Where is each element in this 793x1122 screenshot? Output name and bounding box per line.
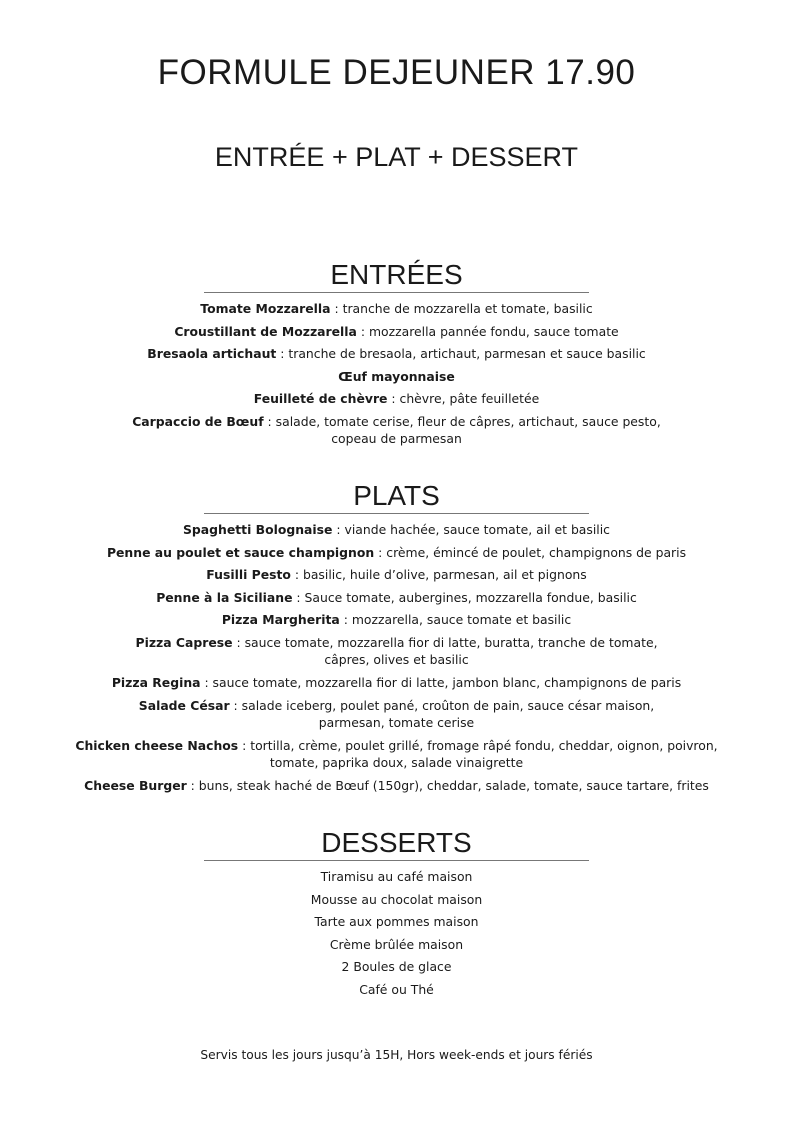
dish-name: Salade César [138, 697, 230, 713]
dish-description-continued: tomate, paprika doux, salade vinaigrette [269, 755, 524, 771]
plats-divider [204, 513, 589, 514]
menu-item [0, 519, 793, 542]
dish-description: : crème, émincé de poulet, champignons de paris [374, 544, 687, 560]
menu-title: FORMULE DEJEUNER 17.90 [157, 53, 636, 92]
dish-description: : Sauce tomate, aubergines, mozzarella fondue, basilic [292, 589, 637, 605]
dish-description: : basilic, huile d’olive, parmesan, ail et pignons [290, 567, 587, 583]
dish-name: Chicken cheese Nachos [75, 737, 239, 753]
menu-item [0, 609, 793, 632]
menu-item: Crème brûlée maison [329, 936, 464, 952]
entrees-section [0, 258, 793, 451]
dish-name: Fusilli Pesto [206, 567, 291, 583]
menu-subtitle: ENTRÉE + PLAT + DESSERT [214, 142, 579, 172]
dish-name: Penne au poulet et sauce champignon [106, 544, 375, 560]
dish-name: Carpaccio de Bœuf [132, 413, 264, 429]
dish-description: : sauce tomate, mozzarella fior di latte, jambon blanc, champignons de paris [200, 674, 682, 690]
dish-name: Cheese Burger [84, 777, 187, 793]
menu-item [0, 366, 793, 389]
dish-description: : chèvre, pâte feuilletée [387, 391, 540, 407]
dish-description: : mozzarella, sauce tomate et basilic [339, 612, 572, 628]
plats-heading: PLATS [353, 480, 440, 511]
dish-description-continued: câpres, olives et basilic [324, 652, 469, 668]
menu-item [0, 672, 793, 695]
menu-item: Tarte aux pommes maison [314, 914, 479, 930]
desserts-heading: DESSERTS [321, 827, 472, 858]
dish-description: : tranche de mozzarella et tomate, basilic [330, 301, 593, 316]
dish-description: : mozzarella pannée fondu, sauce tomate [356, 323, 619, 339]
plats-list [0, 519, 793, 797]
dish-description: : tranche de bresaola, artichaut, parmesan et sauce basilic [276, 346, 646, 362]
menu-item [0, 775, 793, 798]
menu-item [0, 388, 793, 411]
menu-item: 2 Boules de glace [341, 959, 452, 975]
menu-item [0, 587, 793, 610]
menu-item [0, 632, 793, 672]
dish-name: Spaghetti Bolognaise [182, 522, 333, 537]
dish-name: Penne à la Siciliane [156, 589, 293, 605]
dish-name: Bresaola artichaut [147, 346, 277, 362]
menu-item [0, 298, 793, 321]
dish-name: Pizza Regina [111, 674, 201, 690]
menu-item [0, 542, 793, 565]
dish-description-continued: parmesan, tomate cerise [318, 715, 475, 731]
dish-description: : buns, steak haché de Bœuf (150gr), cheddar, salade, tomate, sauce tartare, frites [186, 777, 709, 793]
dish-name: Tomate Mozzarella [200, 301, 331, 316]
desserts-divider [204, 860, 589, 861]
dish-description: : sauce tomate, mozzarella fior di latte, buratta, tranche de tomate, [232, 634, 658, 650]
entrees-heading: ENTRÉES [330, 259, 463, 290]
dish-name: Pizza Margherita [221, 612, 340, 628]
footer-note: Servis tous les jours jusqu’à 15H, Hors week-ends et jours fériés [200, 1048, 593, 1062]
menu-item: Mousse au chocolat maison [310, 891, 483, 907]
entrees-list [0, 298, 793, 451]
menu-item: Café ou Thé [359, 981, 434, 997]
dish-description: : viande hachée, sauce tomate, ail et basilic [332, 522, 610, 537]
menu-item: Tiramisu au café maison [320, 869, 473, 884]
dish-description: : salade, tomate cerise, fleur de câpres, artichaut, sauce pesto, [263, 413, 661, 429]
dish-name: Croustillant de Mozzarella [174, 323, 357, 339]
dish-name: Feuilleté de chèvre [253, 391, 388, 407]
menu-item [0, 321, 793, 344]
desserts-list [0, 866, 793, 1002]
dish-description-continued: copeau de parmesan [331, 431, 462, 447]
dish-description: : salade iceberg, poulet pané, croûton de pain, sauce césar maison, [229, 697, 655, 713]
dish-name: Pizza Caprese [135, 634, 233, 650]
dish-description: : tortilla, crème, poulet grillé, fromage râpé fondu, cheddar, oignon, poivron, [238, 737, 718, 753]
menu-item [0, 343, 793, 366]
menu-item [0, 564, 793, 587]
menu-item [0, 411, 793, 451]
menu-item [0, 735, 793, 775]
plats-section [0, 479, 793, 797]
dish-name: Œuf mayonnaise [338, 368, 455, 384]
entrees-divider [204, 292, 589, 293]
desserts-section [0, 826, 793, 1002]
menu-item [0, 695, 793, 735]
